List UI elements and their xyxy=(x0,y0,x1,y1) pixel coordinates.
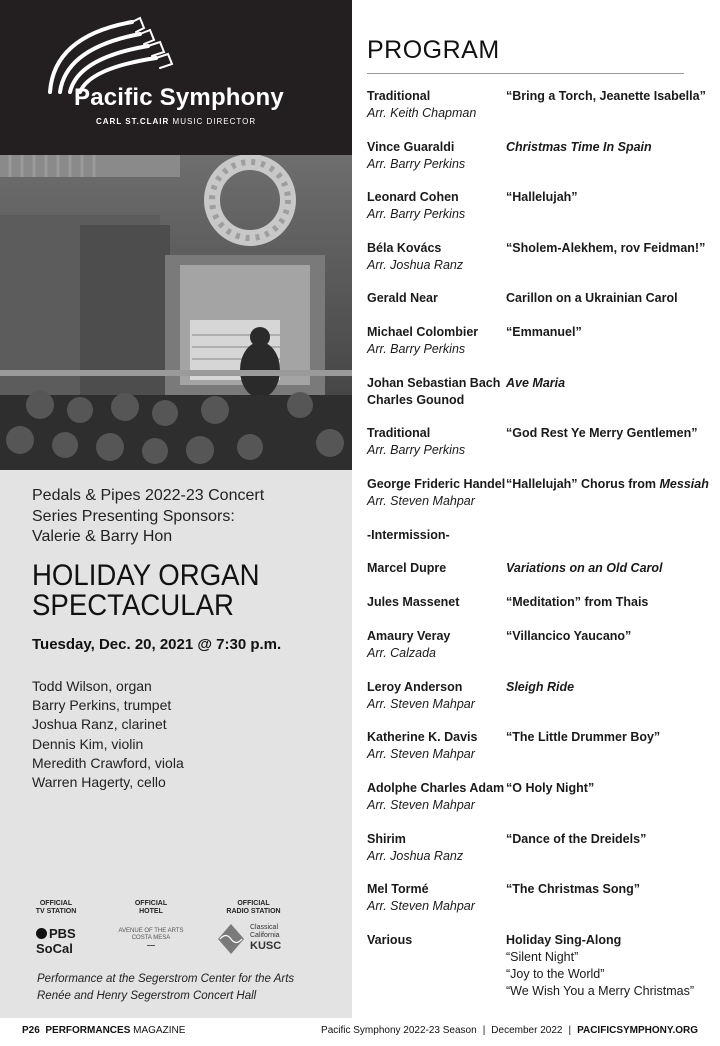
logo-name: Pacific Symphony xyxy=(74,84,284,111)
page-footer xyxy=(0,1018,720,1046)
performer-list xyxy=(32,677,184,792)
song: “Joy to the World” xyxy=(506,967,605,981)
media-sponsors xyxy=(26,900,336,966)
performer: Dennis Kim, violin xyxy=(32,735,144,752)
sponsor-credit: Pedals & Pipes 2022-23 Concert Series Presenting Sponsors: Valerie & Barry Hon xyxy=(32,487,265,545)
kusc-logo: Classical California KUSC xyxy=(216,922,291,956)
concert-title: HOLIDAY ORGAN SPECTACULAR xyxy=(32,559,260,622)
performer: Todd Wilson, organ xyxy=(32,678,152,694)
program-divider xyxy=(367,73,684,74)
performer: Joshua Ranz, clarinet xyxy=(32,716,167,733)
program-heading: PROGRAM xyxy=(367,36,500,64)
song: “We Wish You a Merry Christmas” xyxy=(506,984,695,998)
logo-block xyxy=(0,0,352,155)
pbs-icon xyxy=(36,928,47,939)
song: “Silent Night” xyxy=(506,950,579,964)
venue-note: Performance at the Segerstrom Center for the Arts Renée and Henry Segerstrom Concert Hall xyxy=(37,973,295,1002)
left-column xyxy=(0,0,352,1018)
pbs-socal-logo: PBS SoCal xyxy=(36,926,76,956)
site-url: PACIFICSYMPHONY.ORG xyxy=(577,1025,698,1036)
concert-date: Tuesday, Dec. 20, 2021 @ 7:30 p.m. xyxy=(32,636,282,653)
organ-photo xyxy=(0,155,352,470)
page-number: P26 xyxy=(22,1025,40,1036)
performer: Meredith Crawford, viola xyxy=(32,754,184,771)
performer: Warren Hagerty, cello xyxy=(32,774,166,791)
symphony-arcs-icon xyxy=(40,14,190,94)
radio-sponsor: OFFICIAL RADIO STATION Classical California KUSC xyxy=(216,900,291,956)
kusc-wave-icon xyxy=(216,922,246,956)
hotel-logo: AVENUE OF THE ARTS COSTA MESA xyxy=(111,928,191,946)
tv-sponsor: OFFICIAL TV STATION PBS SoCal xyxy=(26,900,86,956)
footer-right: Pacific Symphony 2022-23 Season | December 2022 | PACIFICSYMPHONY.ORG xyxy=(321,1025,698,1036)
footer-left: P26 PERFORMANCES MAGAZINE xyxy=(22,1025,186,1036)
performer: Barry Perkins, trumpet xyxy=(32,697,172,714)
hotel-sponsor: OFFICIAL HOTEL AVENUE OF THE ARTS COSTA MESA xyxy=(111,900,191,949)
intermission: -Intermission- xyxy=(367,528,450,542)
logo-subtitle: CARL ST.CLAIR MUSIC DIRECTOR xyxy=(96,117,257,126)
